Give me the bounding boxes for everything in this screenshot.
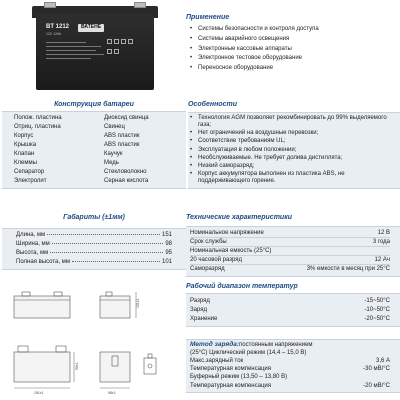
row-key: Заряд xyxy=(190,307,207,314)
application-section xyxy=(186,14,400,73)
list-item-text: Соответствие требованиям UL; xyxy=(198,138,286,145)
row-key: Ширина, мм xyxy=(16,241,50,248)
table-row xyxy=(190,247,390,256)
temperature-table xyxy=(186,293,400,327)
table-row xyxy=(16,249,172,258)
table-row xyxy=(14,132,176,141)
row-value: 12 В xyxy=(377,229,390,236)
row-value: -20~50°С xyxy=(364,316,390,323)
application-title: Применение xyxy=(186,14,230,21)
front-view xyxy=(14,292,70,318)
row-value: 95 xyxy=(165,250,172,257)
row-key: Крышка xyxy=(14,142,37,149)
label-text-lines xyxy=(46,42,106,62)
row-value: -10~50°С xyxy=(364,307,390,314)
row-value: ABS пластик xyxy=(104,142,140,149)
list-item: • Технология AGM позволяет рекомбинировать до 99% выделяемого газа; xyxy=(190,115,398,129)
tech-specs-table xyxy=(186,226,400,277)
length-label: 151±1 xyxy=(34,391,44,395)
list-item-text: Эксплуатация в любом положении; xyxy=(198,146,297,153)
terminal-positive xyxy=(44,2,56,8)
list-item: • Корпус аккумулятора выполнен из пластика ABS, не поддерживающего горение. xyxy=(190,171,398,185)
bottom-front-view xyxy=(14,346,74,388)
height-label: 95±1 xyxy=(75,362,79,370)
list-item: • Эксплуатация в любом положении; xyxy=(190,147,398,154)
list-item: • Электронное тестовое оборудование xyxy=(190,55,303,62)
table-row xyxy=(190,315,390,324)
row-value: Каучук xyxy=(104,151,123,158)
table-row xyxy=(16,258,172,267)
temperature-title: Рабочий диапазон температур xyxy=(186,283,298,290)
row-key: Хранение xyxy=(190,316,218,323)
table-row xyxy=(16,231,172,240)
list-item-text: Необслуживаемые. Не требует долива дистиллята; xyxy=(198,154,343,161)
row-key: Корпус xyxy=(14,133,34,140)
row-key: Температурная компенсация xyxy=(190,382,271,389)
dimensions-section xyxy=(2,214,186,270)
list-item-text: Системы безопасности и контроля доступа xyxy=(198,26,319,33)
left-column xyxy=(0,0,190,400)
row-value: Медь xyxy=(104,160,119,167)
table-row xyxy=(190,238,390,247)
charge-cyclic-line: (25°С) Циклический режим (14,4 – 15,0 В) xyxy=(190,349,307,356)
battery-model: BT 1212 xyxy=(46,24,70,30)
row-key: Электролит xyxy=(14,178,47,185)
battery-label xyxy=(46,24,136,74)
list-item: • Электронные кассовые аппараты xyxy=(190,45,292,52)
charge-title-rest: постоянным напряжением xyxy=(239,341,313,348)
list-item-text: Нет ограничений на воздушные перевозки; xyxy=(198,130,319,137)
list-item-text: Переносное оборудование xyxy=(198,64,274,71)
width-label: 98±1 xyxy=(108,391,116,395)
list-item-text: Корпус аккумулятора выполнен из пластика ABS, не поддерживающего горение. xyxy=(198,171,345,184)
row-value: 12 Ач xyxy=(374,256,390,263)
row-key: Саморазряд xyxy=(190,266,225,273)
row-value: ABS пластик xyxy=(104,133,140,140)
row-key: Макс.зарядный ток xyxy=(190,358,244,365)
battery-brand-logo: ВАТЕНЕ xyxy=(78,24,104,32)
row-value: 3 года xyxy=(372,238,390,245)
list-item: • Системы аварийного освещения xyxy=(190,35,290,42)
table-row xyxy=(14,177,176,186)
table-row xyxy=(190,357,390,365)
row-key: Высота, мм xyxy=(16,250,49,257)
table-row xyxy=(190,382,390,390)
bottom-side-view xyxy=(100,352,130,388)
terminal-negative xyxy=(134,2,146,8)
list-item-text: Системы аварийного освещения xyxy=(198,35,290,42)
row-key: Длина, мм xyxy=(16,232,46,239)
table-row xyxy=(190,229,390,238)
table-row xyxy=(190,265,390,274)
table-row xyxy=(14,150,176,159)
row-key: Сепаратор xyxy=(14,169,45,176)
list-item-text: Низкий саморазряд; xyxy=(198,162,255,169)
tech-specs-title: Технические характеристики xyxy=(186,214,293,221)
row-key: Номинальная емкость (25°С) xyxy=(190,247,272,254)
application-list xyxy=(186,25,400,73)
row-key: Отриц. пластина xyxy=(14,124,61,131)
row-key: Клапан xyxy=(14,151,35,158)
temperature-section xyxy=(186,283,400,327)
construction-section xyxy=(2,101,186,189)
row-key: Разряд xyxy=(190,298,210,305)
table-row xyxy=(190,297,390,306)
list-item-text: Электронные кассовые аппараты xyxy=(198,45,292,52)
table-row xyxy=(14,123,176,132)
list-item-text: Электронное тестовое оборудование xyxy=(198,55,303,62)
row-value: 151 xyxy=(161,232,172,239)
row-value: -30 мВ/°С xyxy=(363,366,390,373)
tech-specs-section xyxy=(186,214,400,277)
row-key: Буферный режим (13,50 – 13,80 В) xyxy=(190,374,288,381)
table-row xyxy=(190,374,390,382)
list-item: • Низкий саморазряд; xyxy=(190,163,398,170)
list-item: • Переносное оборудование xyxy=(190,64,274,71)
table-row xyxy=(16,240,172,249)
table-row xyxy=(14,168,176,177)
row-value: Серная кислота xyxy=(104,178,149,185)
row-value: -15~50°С xyxy=(364,298,390,305)
features-title: Особенности xyxy=(188,101,237,108)
features-section xyxy=(186,101,400,189)
table-row xyxy=(14,159,176,168)
row-value: -20 мВ/°С xyxy=(363,382,390,389)
row-key: Температурная компенсация xyxy=(190,366,271,373)
dimension-drawings xyxy=(8,282,186,398)
list-item: • Системы безопасности и контроля доступа xyxy=(190,26,319,33)
row-key: Клеммы xyxy=(14,160,37,167)
row-key: 20 часовой разряд xyxy=(190,256,243,263)
row-value: Стекловолокно xyxy=(104,169,147,176)
features-list xyxy=(188,112,400,189)
table-row xyxy=(14,114,176,123)
charge-title-line xyxy=(190,341,390,349)
row-value: Диоксид свинца xyxy=(104,115,149,122)
side-view xyxy=(100,292,136,318)
list-item: • Необслуживаемые. Не требует долива дистиллята; xyxy=(190,155,398,162)
table-row xyxy=(14,141,176,150)
charge-title: Метод заряда: xyxy=(190,341,240,349)
battery-voltage: 12V 12Ah xyxy=(46,32,62,36)
full-height-label: 101±1 xyxy=(136,298,140,308)
battery-image xyxy=(22,2,167,94)
row-value: 98 xyxy=(165,241,172,248)
construction-title: Конструкция батареи xyxy=(54,101,134,108)
charge-method-table xyxy=(186,339,400,393)
terminal-detail xyxy=(144,354,156,374)
row-key: Срок службы xyxy=(190,238,227,245)
row-key: Номинальное напряжение xyxy=(190,229,264,236)
list-item: • Нет ограничений на воздушные перевозки; xyxy=(190,130,398,137)
row-value: Свинец xyxy=(104,124,125,131)
table-row xyxy=(190,306,390,315)
dimensions-title: Габариты (±1мм) xyxy=(63,214,125,221)
right-column xyxy=(186,0,400,400)
row-value: 3,6 А xyxy=(375,358,390,365)
drawing-svg xyxy=(8,282,186,398)
table-row xyxy=(190,256,390,265)
table-row xyxy=(190,366,390,374)
certification-icons xyxy=(106,38,136,58)
charge-method-section xyxy=(186,339,400,393)
list-item-text: Технология AGM позволяет рекомбинировать до 99% выделяемого газа; xyxy=(198,115,387,128)
row-key: Полная высота, мм xyxy=(16,259,70,266)
row-value: 3% емкости в месяц при 25°С xyxy=(306,266,390,273)
construction-table xyxy=(2,111,186,189)
row-key: Полож. пластина xyxy=(14,115,62,122)
dimensions-table xyxy=(2,228,186,270)
row-value: 101 xyxy=(161,259,172,266)
list-item: • Соответствие требованиям UL; xyxy=(190,138,398,145)
